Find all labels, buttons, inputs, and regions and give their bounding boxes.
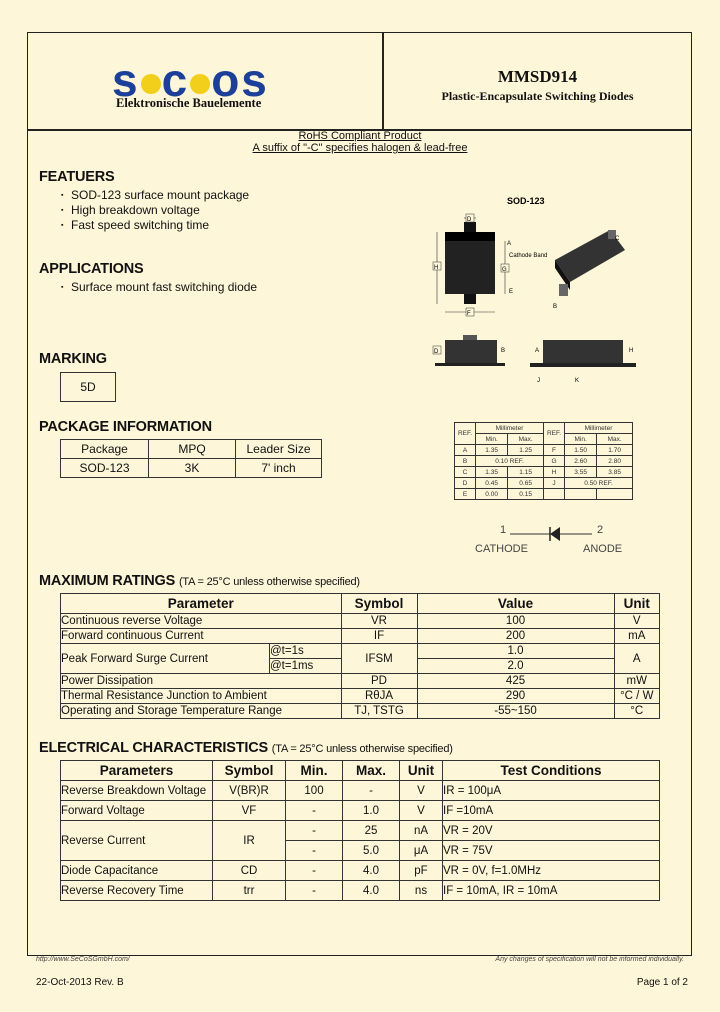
table-row — [61, 821, 660, 841]
lead-bottom — [464, 294, 476, 304]
table-row — [455, 478, 633, 489]
table-cell: Peak Forward Surge Current — [61, 644, 270, 674]
table-header: Millimeter — [564, 423, 632, 434]
table-header: REF. — [455, 423, 476, 445]
table-cell: A — [614, 644, 659, 674]
table-cell: μA — [400, 841, 443, 861]
table-cell: 25 — [343, 821, 400, 841]
package-info-title: PACKAGE INFORMATION — [39, 419, 212, 435]
dim-letter: B — [501, 348, 506, 354]
table-cell: 0.15 — [508, 489, 544, 500]
table-row — [61, 801, 660, 821]
table-cell: 0.00 — [476, 489, 508, 500]
table-row — [61, 644, 660, 659]
table-cell: 100 — [286, 781, 343, 801]
table-cell: 1.35 — [476, 467, 508, 478]
table-cell: 200 — [417, 629, 614, 644]
table-header: Unit — [400, 761, 443, 781]
table-row — [61, 459, 322, 478]
table-cell: 2.60 — [564, 456, 596, 467]
table-row — [61, 689, 660, 704]
table-cell: VR = 0V, f=1.0MHz — [443, 861, 660, 881]
table-row — [61, 674, 660, 689]
dim-letter: H — [629, 348, 634, 354]
package-label: SOD-123 — [507, 196, 545, 206]
logo-dot — [190, 74, 210, 94]
table-cell: -55~150 — [417, 704, 614, 719]
table-cell: Reverse Breakdown Voltage — [61, 781, 213, 801]
table-header: Parameter — [61, 594, 342, 614]
table-cell: - — [286, 841, 343, 861]
table-cell: 2.80 — [597, 456, 633, 467]
table-header: REF. — [543, 423, 564, 445]
logo-subtitle: Elektronische Bauelemente — [116, 96, 262, 110]
table-cell: 1.70 — [597, 445, 633, 456]
table-header: Parameters — [61, 761, 213, 781]
table-row — [61, 440, 322, 459]
diode-symbol — [470, 522, 630, 558]
table-cell: 425 — [417, 674, 614, 689]
table-cell: PD — [341, 674, 417, 689]
table-cell: VF — [213, 801, 286, 821]
table-cell: mA — [614, 629, 659, 644]
table-cell — [597, 489, 633, 500]
table-cell: 3.55 — [564, 467, 596, 478]
table-cell: F — [543, 445, 564, 456]
applications-title: APPLICATIONS — [39, 261, 144, 277]
table-header: Millimeter — [476, 423, 544, 434]
table-cell: C — [455, 467, 476, 478]
top-view-body — [445, 232, 495, 294]
table-cell: mW — [614, 674, 659, 689]
table-cell: Reverse Current — [61, 821, 213, 861]
table-row — [61, 594, 660, 614]
table-cell: VR = 20V — [443, 821, 660, 841]
table-cell: TJ, TSTG — [341, 704, 417, 719]
dim-letter: J — [537, 378, 540, 384]
side-view-top — [463, 335, 477, 340]
secos-logo: s c os — [112, 54, 269, 106]
dimension-table — [454, 422, 633, 500]
table-header: Min. — [286, 761, 343, 781]
max-ratings-title: MAXIMUM RATINGS (TA = 25°C unless otherwise specified) — [39, 573, 360, 589]
front-view-leads — [530, 363, 636, 367]
table-cell: pF — [400, 861, 443, 881]
table-cell: °C — [614, 704, 659, 719]
table-cell: 1.50 — [564, 445, 596, 456]
footer-date: 22-Oct-2013 Rev. B — [36, 977, 124, 988]
logo-dot — [141, 74, 161, 94]
dim-letter: D — [467, 217, 472, 223]
application-item: ▪ Surface mount fast switching diode — [71, 280, 257, 294]
table-cell: 0.65 — [508, 478, 544, 489]
table-cell: - — [286, 881, 343, 901]
table-cell: 0.10 REF. — [476, 456, 544, 467]
table-row — [455, 423, 633, 434]
electrical-table — [60, 760, 660, 901]
package-table — [60, 439, 322, 478]
table-cell: 4.0 — [343, 861, 400, 881]
table-cell: - — [286, 861, 343, 881]
table-cell: E — [455, 489, 476, 500]
cathode-band-mark — [445, 232, 495, 241]
table-cell: ns — [400, 881, 443, 901]
table-header: Symbol — [213, 761, 286, 781]
dim-letter: F — [467, 311, 471, 317]
max-ratings-condition: (TA = 25°C unless otherwise specified) — [178, 576, 360, 588]
table-row — [61, 629, 660, 644]
table-cell: - — [286, 821, 343, 841]
iso-lead — [559, 284, 568, 296]
table-cell: 100 — [417, 614, 614, 629]
table-cell: IFSM — [341, 644, 417, 674]
table-cell: IR = 100μA — [443, 781, 660, 801]
table-cell: A — [455, 445, 476, 456]
table-cell: D — [455, 478, 476, 489]
table-cell: °C / W — [614, 689, 659, 704]
table-cell: trr — [213, 881, 286, 901]
table-cell: 3K — [149, 459, 236, 478]
table-cell: 1.0 — [343, 801, 400, 821]
dim-letter: E — [509, 289, 514, 295]
table-cell: 1.15 — [508, 467, 544, 478]
table-cell: VR — [341, 614, 417, 629]
table-header: Min. — [476, 434, 508, 445]
table-row — [61, 881, 660, 901]
table-cell: CD — [213, 861, 286, 881]
table-cell: V — [400, 801, 443, 821]
table-row — [455, 456, 633, 467]
cathode-label: CATHODE — [475, 543, 528, 555]
table-cell: V — [400, 781, 443, 801]
table-cell: Reverse Recovery Time — [61, 881, 213, 901]
feature-item: ▪ Fast speed switching time — [71, 218, 209, 232]
electrical-condition: (TA = 25°C unless otherwise specified) — [271, 743, 453, 755]
footer-url: http://www.SeCoSGmbH.com/ — [36, 956, 130, 963]
part-description: Plastic-Encapsulate Switching Diodes — [441, 89, 634, 103]
side-view-leads — [435, 363, 505, 366]
table-cell: 4.0 — [343, 881, 400, 901]
table-cell: 1.25 — [508, 445, 544, 456]
cathode-band-label: Cathode Band — [509, 253, 548, 259]
table-row — [61, 861, 660, 881]
feature-item: ▪ High breakdown voltage — [71, 203, 200, 217]
table-row — [455, 467, 633, 478]
footer-page: Page 1 of 2 — [636, 977, 688, 988]
table-cell: Diode Capacitance — [61, 861, 213, 881]
table-cell: IF — [341, 629, 417, 644]
part-number: MMSD914 — [497, 67, 578, 86]
rohs-line: RoHS Compliant Product — [298, 130, 422, 142]
table-cell: - — [343, 781, 400, 801]
table-header: Min. — [564, 434, 596, 445]
side-view-body — [445, 340, 497, 364]
front-view-body — [543, 340, 623, 364]
table-cell — [564, 489, 596, 500]
table-cell: Forward continuous Current — [61, 629, 342, 644]
table-header: Test Conditions — [443, 761, 660, 781]
table-row — [455, 445, 633, 456]
pin2-label: 2 — [597, 524, 604, 536]
table-cell: Power Dissipation — [61, 674, 342, 689]
table-row — [61, 704, 660, 719]
table-header: Max. — [343, 761, 400, 781]
table-cell: V(BR)R — [213, 781, 286, 801]
features-title: FEATUERS — [39, 169, 115, 185]
dim-letter: A — [507, 241, 512, 247]
table-cell: 0.50 REF. — [564, 478, 632, 489]
table-cell: H — [543, 467, 564, 478]
halogen-line: A suffix of "-C" specifies halogen & lead-free — [252, 142, 468, 154]
table-cell: 1.35 — [476, 445, 508, 456]
table-cell: IF =10mA — [443, 801, 660, 821]
table-cell: @t=1ms — [270, 659, 342, 674]
table-cell: V — [614, 614, 659, 629]
footer-notice: Any changes of specification will not be informed individually. — [495, 956, 684, 963]
table-header: MPQ — [149, 440, 236, 459]
max-ratings-table — [60, 593, 660, 719]
table-cell: 290 — [417, 689, 614, 704]
table-cell: Continuous reverse Voltage — [61, 614, 342, 629]
table-row — [455, 489, 633, 500]
table-cell: VR = 75V — [443, 841, 660, 861]
dim-letter: G — [502, 267, 507, 273]
table-cell: B — [455, 456, 476, 467]
table-cell: G — [543, 456, 564, 467]
table-row — [61, 781, 660, 801]
table-cell: - — [286, 801, 343, 821]
table-cell: 3.85 — [597, 467, 633, 478]
diode-triangle — [550, 527, 560, 541]
pin1-label: 1 — [500, 524, 507, 536]
table-header: Leader Size — [236, 440, 322, 459]
table-cell: SOD-123 — [61, 459, 149, 478]
table-cell: Thermal Resistance Junction to Ambient — [61, 689, 342, 704]
table-header: Max. — [508, 434, 544, 445]
table-cell — [543, 489, 564, 500]
table-cell: 1.0 — [417, 644, 614, 659]
dim-letter: K — [575, 378, 580, 384]
table-cell: nA — [400, 821, 443, 841]
marking-box: 5D — [60, 372, 116, 402]
table-row — [61, 614, 660, 629]
table-row — [61, 761, 660, 781]
table-cell: 0.45 — [476, 478, 508, 489]
electrical-title: ELECTRICAL CHARACTERISTICS (TA = 25°C unless otherwise specified) — [39, 740, 453, 756]
lead-top — [464, 222, 476, 232]
marking-title: MARKING — [39, 351, 107, 367]
dim-letter: C — [615, 236, 620, 242]
feature-item: ▪ SOD-123 surface mount package — [71, 188, 249, 202]
package-drawing — [425, 190, 647, 390]
dim-letter: B — [553, 304, 558, 310]
table-cell: 2.0 — [417, 659, 614, 674]
anode-label: ANODE — [583, 543, 623, 555]
table-header: Symbol — [341, 594, 417, 614]
dim-letter: A — [535, 348, 540, 354]
table-cell: RθJA — [341, 689, 417, 704]
table-cell: 7' inch — [236, 459, 322, 478]
table-cell: IF = 10mA, IR = 10mA — [443, 881, 660, 901]
table-cell: J — [543, 478, 564, 489]
table-cell: Forward Voltage — [61, 801, 213, 821]
dim-letter: H — [434, 265, 439, 271]
table-cell: IR — [213, 821, 286, 861]
table-header: Value — [417, 594, 614, 614]
table-header: Max. — [597, 434, 633, 445]
table-cell: Operating and Storage Temperature Range — [61, 704, 342, 719]
dim-letter: D — [434, 349, 439, 355]
table-cell: @t=1s — [270, 644, 342, 659]
table-cell: 5.0 — [343, 841, 400, 861]
table-header: Unit — [614, 594, 659, 614]
table-header: Package — [61, 440, 149, 459]
